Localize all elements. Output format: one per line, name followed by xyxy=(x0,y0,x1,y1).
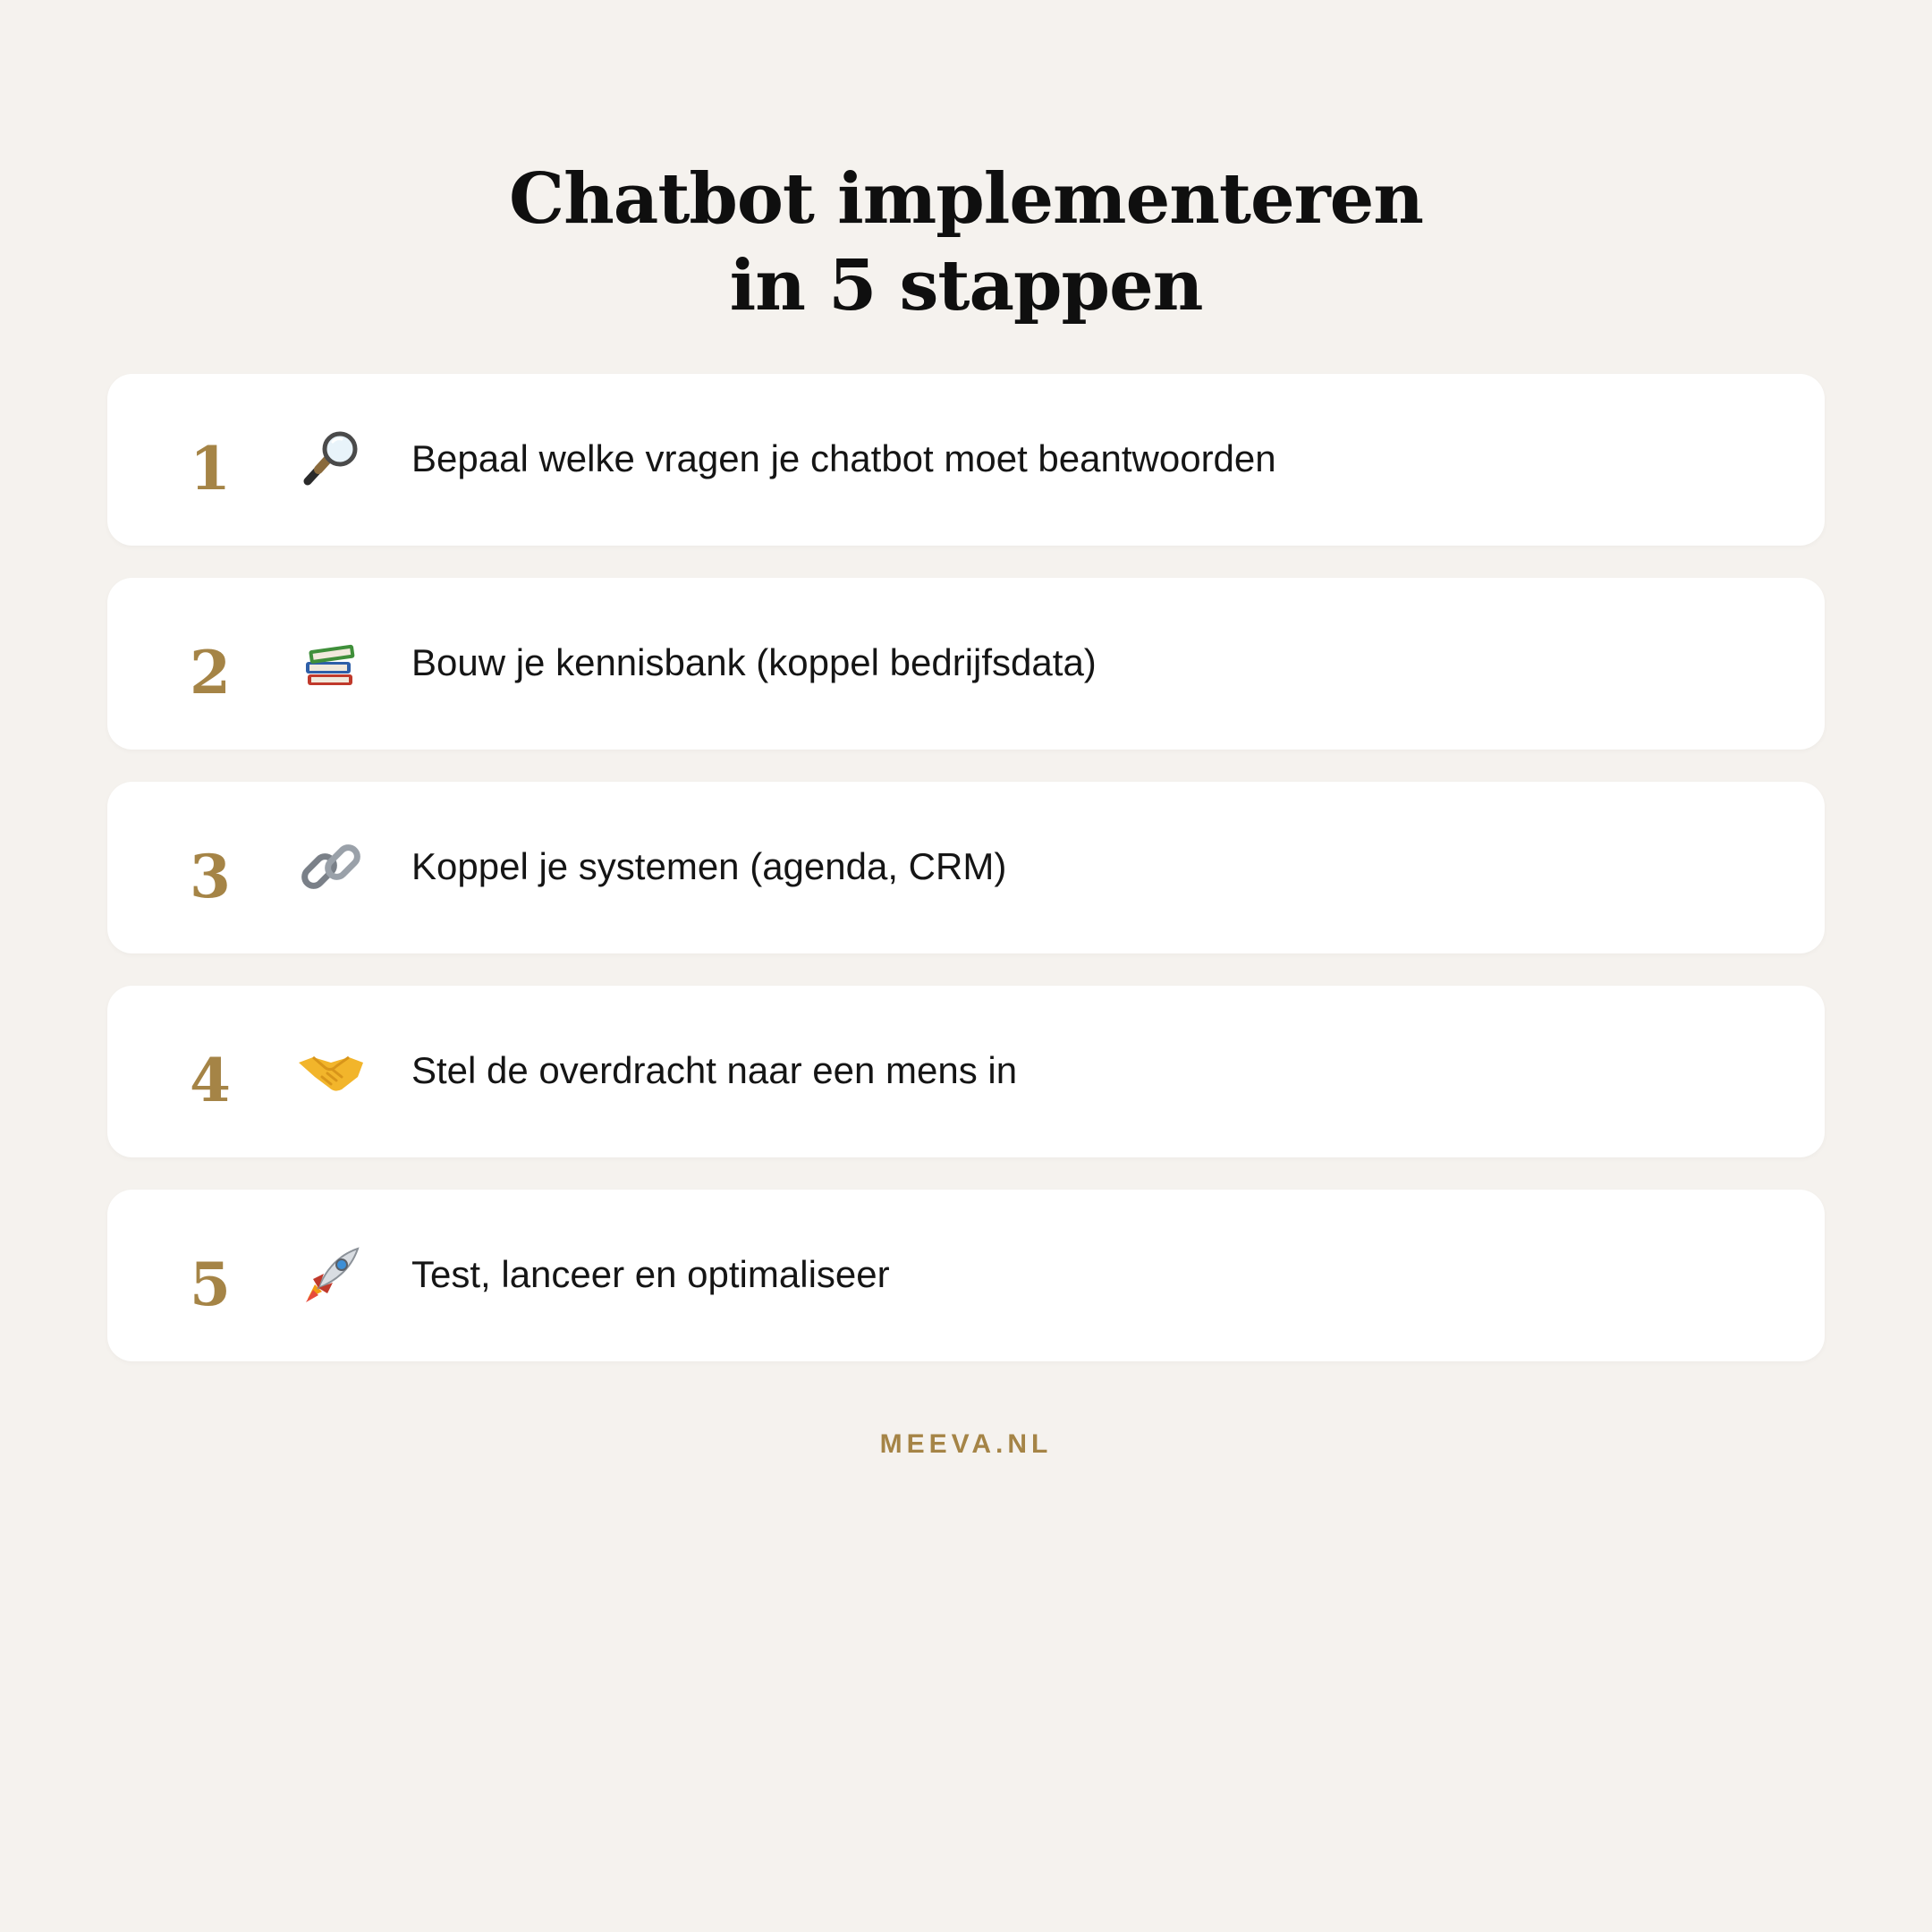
step-number: 3 xyxy=(190,842,231,911)
step-label: Bepaal welke vragen je chatbot moet beantwoorden xyxy=(411,437,1276,479)
brand-footer: MEEVA.NL xyxy=(879,1429,1053,1459)
page-title xyxy=(0,156,1932,329)
link-icon xyxy=(295,832,367,903)
step-card-2 xyxy=(107,578,1825,750)
step-card-5 xyxy=(107,1190,1825,1361)
books-icon xyxy=(295,628,367,699)
step-number: 5 xyxy=(190,1250,231,1319)
title-line-2: in 5 stappen xyxy=(729,245,1203,327)
step-number: 2 xyxy=(190,638,231,708)
step-label: Test, lanceer en optimaliseer xyxy=(411,1253,890,1295)
rocket-icon xyxy=(295,1240,367,1311)
title-line-1: Chatbot implementeren xyxy=(508,158,1424,241)
step-label: Koppel je systemen (agenda, CRM) xyxy=(411,845,1007,887)
steps-list xyxy=(107,374,1825,1394)
step-label: Stel de overdracht naar een mens in xyxy=(411,1049,1018,1091)
step-number: 1 xyxy=(190,434,231,504)
step-number: 4 xyxy=(190,1046,231,1115)
handshake-icon xyxy=(295,1036,367,1107)
step-card-4 xyxy=(107,986,1825,1157)
magnifying-glass-icon xyxy=(295,424,367,496)
step-label: Bouw je kennisbank (koppel bedrijfsdata) xyxy=(411,641,1097,683)
step-card-1 xyxy=(107,374,1825,546)
step-card-3 xyxy=(107,782,1825,953)
